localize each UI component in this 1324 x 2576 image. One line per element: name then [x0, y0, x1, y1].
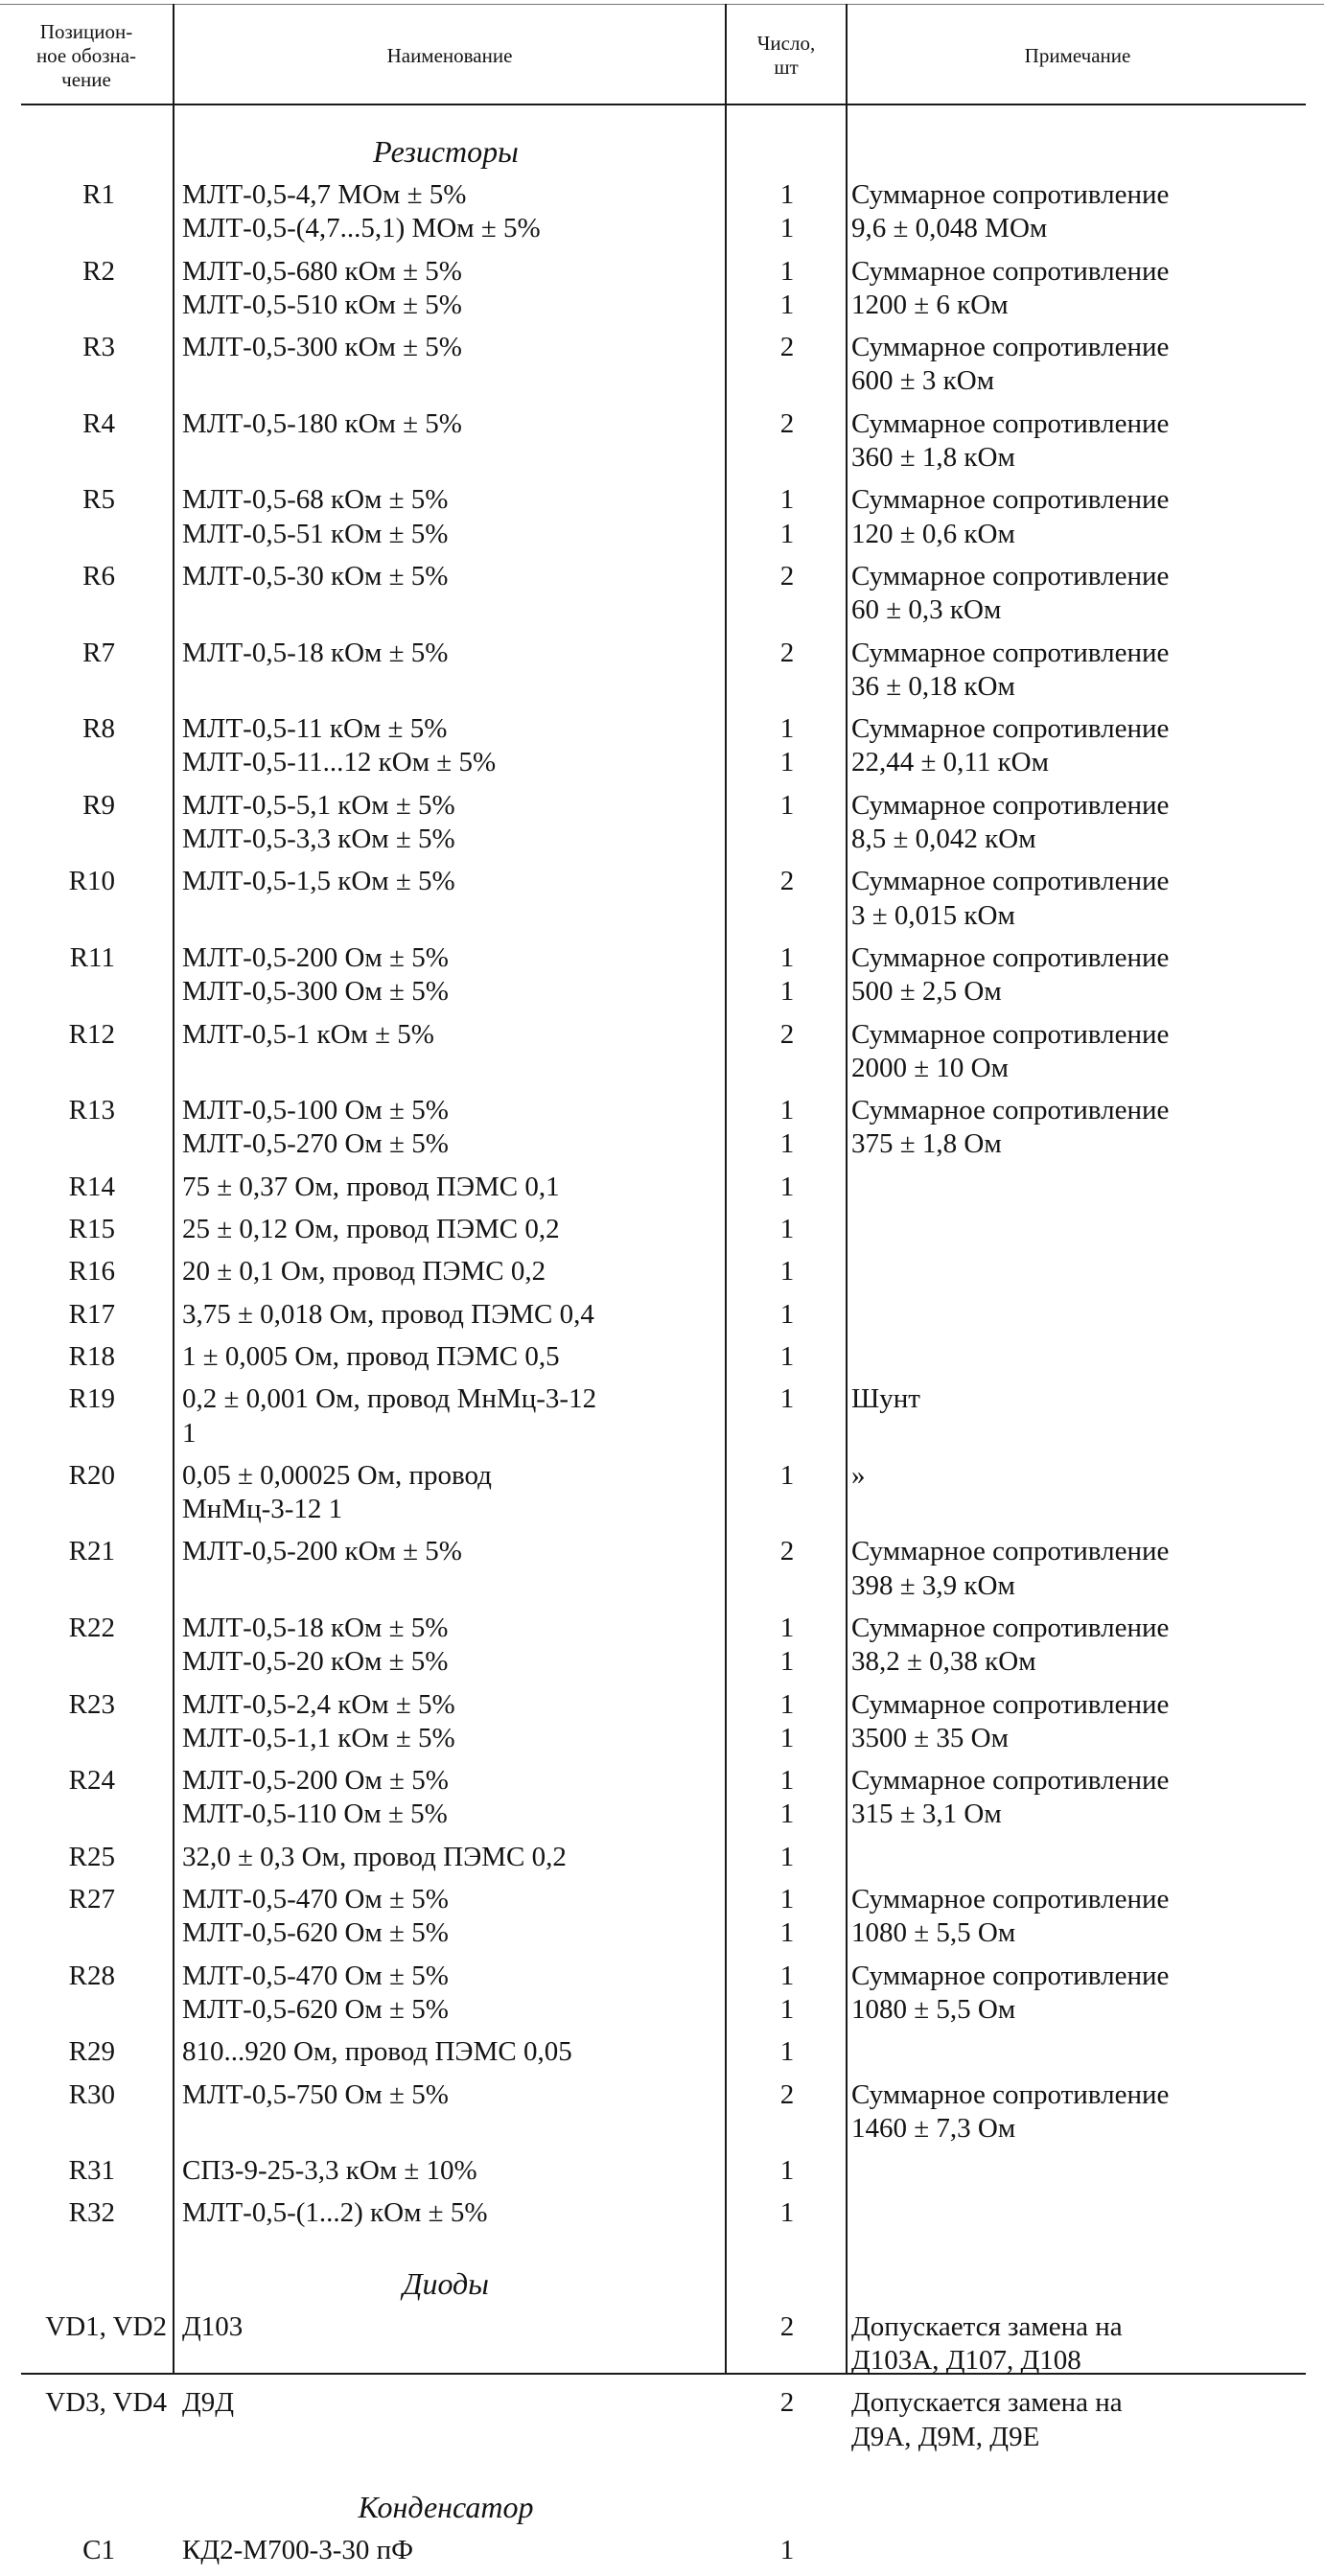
position-designation-cell: R4 [82, 407, 115, 439]
name-cell: 810...920 Ом, провод ПЭМС 0,05 [182, 2036, 572, 2068]
note-cell: Суммарное сопротивление 398 ± 3,9 кОм [851, 1536, 1170, 1601]
note-cell: Суммарное сопротивление 120 ± 0,6 кОм [851, 484, 1170, 549]
table-row [0, 2310, 1324, 2387]
quantity-cell: 1 [779, 1841, 795, 1872]
note-cell: » [851, 1459, 866, 1491]
name-cell: МЛТ-0,5-750 Ом ± 5% [182, 2078, 449, 2110]
quantity-cell: 1 [779, 1383, 795, 1415]
name-cell: 25 ± 0,12 Ом, провод ПЭМС 0,2 [182, 1214, 560, 1245]
name-cell: МЛТ-0,5-11 кОм ± 5% МЛТ-0,5-11...12 кОм ± 5% [182, 713, 497, 778]
table-row [0, 1340, 1324, 1382]
quantity-cell: 1 1 [779, 1095, 795, 1160]
name-cell: 0,05 ± 0,00025 Ом, провод МнМц-3-12 1 [182, 1459, 492, 1525]
quantity-cell: 2 [779, 1018, 795, 1050]
note-cell: Суммарное сопротивление 3500 ± 35 Ом [851, 1688, 1170, 1753]
quantity-cell: 1 1 [779, 713, 795, 778]
name-cell: МЛТ-0,5-18 кОм ± 5% МЛТ-0,5-20 кОм ± 5% [182, 1612, 449, 1678]
section-heading-row [0, 2463, 1324, 2534]
note-cell: Суммарное сопротивление 315 ± 3,1 Ом [851, 1765, 1170, 1830]
note-cell: Суммарное сопротивление 9,6 ± 0,048 МОм [851, 179, 1170, 244]
table-row [0, 2035, 1324, 2077]
quantity-cell: 2 [779, 332, 795, 363]
header-note: Примечание [1024, 43, 1131, 67]
quantity-cell: 1 [779, 1459, 795, 1491]
table-row [0, 331, 1324, 407]
name-cell: МЛТ-0,5-300 кОм ± 5% [182, 332, 462, 363]
position-designation-cell: R23 [68, 1688, 115, 1720]
quantity-cell: 2 [779, 1536, 795, 1567]
quantity-cell: 1 [779, 2534, 795, 2565]
note-cell: Суммарное сопротивление 500 ± 2,5 Ом [851, 941, 1170, 1008]
table-row [0, 1883, 1324, 1960]
name-cell: 3,75 ± 0,018 Ом, провод ПЭМС 0,4 [182, 1298, 594, 1330]
header-top-rule [0, 4, 1324, 5]
note-cell: Суммарное сопротивление 8,5 ± 0,042 кОм [851, 789, 1170, 855]
quantity-cell: 1 [779, 2036, 795, 2068]
name-cell: МЛТ-0,5-30 кОм ± 5% [182, 560, 449, 592]
quantity-cell: 1 1 [779, 1688, 795, 1753]
note-cell: Суммарное сопротивление 38,2 ± 0,38 кОм [851, 1612, 1170, 1678]
name-cell: МЛТ-0,5-200 Ом ± 5% МЛТ-0,5-300 Ом ± 5% [182, 941, 449, 1008]
quantity-cell: 1 [779, 2197, 795, 2229]
table-body [0, 107, 1324, 2576]
position-designation-cell: R1 [82, 179, 115, 210]
quantity-cell: 1 1 [779, 255, 795, 320]
table-row [0, 483, 1324, 560]
table-row [0, 560, 1324, 637]
name-cell: МЛТ-0,5-18 кОм ± 5% [182, 637, 449, 668]
position-designation-cell: R27 [68, 1884, 115, 1915]
name-cell: МЛТ-0,5-200 Ом ± 5% МЛТ-0,5-110 Ом ± 5% [182, 1765, 449, 1830]
position-designation-cell: R13 [68, 1095, 115, 1126]
table-row [0, 1960, 1324, 2036]
position-designation-cell: R15 [68, 1214, 115, 1245]
note-cell: Суммарное сопротивление 22,44 ± 0,11 кОм [851, 713, 1170, 778]
table-row [0, 712, 1324, 789]
section-title: Конденсатор [358, 2489, 534, 2524]
position-designation-cell: R6 [82, 560, 115, 592]
table-row [0, 1171, 1324, 1213]
note-cell: Шунт [851, 1383, 920, 1415]
table-row [0, 178, 1324, 255]
quantity-cell: 1 [779, 1214, 795, 1245]
note-cell: Суммарное сопротивление 1080 ± 5,5 Ом [851, 1884, 1170, 1949]
table-row [0, 1094, 1324, 1171]
table-row [0, 1382, 1324, 1459]
note-cell: Суммарное сопротивление 1200 ± 6 кОм [851, 255, 1170, 320]
name-cell: МЛТ-0,5-2,4 кОм ± 5% МЛТ-0,5-1,1 кОм ± 5% [182, 1688, 455, 1753]
quantity-cell: 1 [779, 1340, 795, 1372]
name-cell: 20 ± 0,1 Ом, провод ПЭМС 0,2 [182, 1256, 546, 1288]
table-row [0, 255, 1324, 332]
table-row [0, 2534, 1324, 2576]
name-cell: МЛТ-0,5-1 кОм ± 5% [182, 1018, 434, 1050]
position-designation-cell: R29 [68, 2036, 115, 2068]
table-row [0, 1688, 1324, 1765]
position-designation-cell: R7 [82, 637, 115, 668]
name-cell: МЛТ-0,5-680 кОм ± 5% МЛТ-0,5-510 кОм ± 5% [182, 255, 462, 320]
name-cell: КД2-М700-3-30 пФ [182, 2534, 414, 2565]
note-cell: Суммарное сопротивление 60 ± 0,3 кОм [851, 560, 1170, 626]
position-designation-cell: R10 [68, 866, 115, 897]
name-cell: 75 ± 0,37 Ом, провод ПЭМС 0,1 [182, 1171, 560, 1202]
table-row [0, 1298, 1324, 1340]
note-cell: Суммарное сопротивление 360 ± 1,8 кОм [851, 407, 1170, 474]
position-designation-cell: R24 [68, 1765, 115, 1797]
name-cell: 32,0 ± 0,3 Ом, провод ПЭМС 0,2 [182, 1841, 567, 1872]
quantity-cell: 2 [779, 866, 795, 897]
header-name: Наименование [386, 43, 513, 67]
name-cell: МЛТ-0,5-200 кОм ± 5% [182, 1536, 462, 1567]
position-designation-cell: R14 [68, 1171, 115, 1202]
position-designation-cell: R30 [68, 2078, 115, 2110]
note-cell: Суммарное сопротивление 1460 ± 7,3 Ом [851, 2078, 1170, 2144]
quantity-cell: 1 1 [779, 1960, 795, 2025]
position-designation-cell: R18 [68, 1340, 115, 1372]
position-designation-cell: R3 [82, 332, 115, 363]
name-cell: МЛТ-0,5-(1...2) кОм ± 5% [182, 2197, 488, 2229]
position-designation-cell: R28 [68, 1960, 115, 1991]
position-designation-cell: R19 [68, 1383, 115, 1415]
position-designation-cell: R17 [68, 1298, 115, 1330]
note-cell: Суммарное сопротивление 36 ± 0,18 кОм [851, 637, 1170, 702]
note-cell: Суммарное сопротивление 600 ± 3 кОм [851, 332, 1170, 397]
name-cell: МЛТ-0,5-5,1 кОм ± 5% МЛТ-0,5-3,3 кОм ± 5% [182, 789, 455, 855]
position-designation-cell: R21 [68, 1536, 115, 1567]
quantity-cell: 2 [779, 637, 795, 668]
position-designation-cell: R5 [82, 484, 115, 516]
name-cell: Д9Д [182, 2387, 235, 2419]
quantity-cell: 1 1 [779, 179, 795, 244]
quantity-cell: 2 [779, 407, 795, 439]
position-designation-cell: R12 [68, 1018, 115, 1050]
position-designation-cell: VD3, VD4 [45, 2387, 167, 2419]
note-cell: Суммарное сопротивление 375 ± 1,8 Ом [851, 1095, 1170, 1160]
name-cell: МЛТ-0,5-470 Ом ± 5% МЛТ-0,5-620 Ом ± 5% [182, 1884, 449, 1949]
note-cell: Суммарное сопротивление 3 ± 0,015 кОм [851, 866, 1170, 931]
note-cell: Допускается замена на Д9А, Д9М, Д9Е [851, 2387, 1123, 2452]
position-designation-cell: R20 [68, 1459, 115, 1491]
table-row [0, 637, 1324, 713]
name-cell: 1 ± 0,005 Ом, провод ПЭМС 0,5 [182, 1340, 560, 1372]
table-row [0, 941, 1324, 1018]
quantity-cell: 1 1 [779, 1612, 795, 1678]
section-heading-row [0, 107, 1324, 178]
position-designation-cell: VD1, VD2 [45, 2310, 167, 2342]
position-designation-cell: R16 [68, 1256, 115, 1288]
name-cell: МЛТ-0,5-470 Ом ± 5% МЛТ-0,5-620 Ом ± 5% [182, 1960, 449, 2025]
table-row [0, 1764, 1324, 1841]
table-row [0, 1612, 1324, 1688]
position-designation-cell: R11 [69, 941, 115, 973]
header-quantity: Число, шт [756, 32, 816, 79]
name-cell: Д103 [182, 2310, 244, 2342]
quantity-cell: 1 1 [779, 1884, 795, 1949]
quantity-cell: 1 [779, 2155, 795, 2187]
section-title: Резисторы [373, 134, 519, 169]
quantity-cell: 1 [779, 789, 795, 821]
name-cell: МЛТ-0,5-4,7 МОм ± 5% МЛТ-0,5-(4,7...5,1) МОм ± 5% [182, 179, 541, 244]
header-position-designation: Позицион- ное обозна- чение [35, 19, 137, 91]
table-row [0, 1213, 1324, 1255]
name-cell: МЛТ-0,5-180 кОм ± 5% [182, 407, 462, 439]
quantity-cell: 2 [779, 560, 795, 592]
name-cell: МЛТ-0,5-100 Ом ± 5% МЛТ-0,5-270 Ом ± 5% [182, 1095, 449, 1160]
quantity-cell: 1 [779, 1256, 795, 1288]
table-row [0, 1255, 1324, 1297]
position-designation-cell: R9 [82, 789, 115, 821]
table-row [0, 2196, 1324, 2239]
name-cell: МЛТ-0,5-68 кОм ± 5% МЛТ-0,5-51 кОм ± 5% [182, 484, 449, 549]
position-designation-cell: R32 [68, 2197, 115, 2229]
quantity-cell: 2 [779, 2387, 795, 2419]
table-row [0, 865, 1324, 941]
table-row [0, 1535, 1324, 1612]
position-designation-cell: R2 [82, 255, 115, 287]
section-title: Диоды [403, 2265, 489, 2301]
position-designation-cell: R8 [82, 713, 115, 745]
quantity-cell: 1 [779, 1171, 795, 1202]
quantity-cell: 1 1 [779, 484, 795, 549]
table-row [0, 2386, 1324, 2463]
name-cell: 0,2 ± 0,001 Ом, провод МнМц-3-12 1 [182, 1383, 597, 1449]
table-row [0, 1459, 1324, 1536]
position-designation-cell: R31 [68, 2155, 115, 2187]
table-row [0, 2154, 1324, 2196]
table-row [0, 407, 1324, 484]
quantity-cell: 1 [779, 1298, 795, 1330]
section-heading-row [0, 2239, 1324, 2310]
note-cell: Допускается замена на Д103А, Д107, Д108 [851, 2310, 1123, 2377]
position-designation-cell: R25 [68, 1841, 115, 1872]
note-cell: Суммарное сопротивление 2000 ± 10 Ом [851, 1018, 1170, 1083]
quantity-cell: 2 [779, 2310, 795, 2342]
name-cell: МЛТ-0,5-1,5 кОм ± 5% [182, 866, 455, 897]
name-cell: СП3-9-25-3,3 кОм ± 10% [182, 2155, 477, 2187]
header-bottom-rule [21, 104, 1306, 105]
note-cell: Суммарное сопротивление 1080 ± 5,5 Ом [851, 1960, 1170, 2025]
table-row [0, 2078, 1324, 2155]
position-designation-cell: R22 [68, 1612, 115, 1643]
quantity-cell: 1 1 [779, 1765, 795, 1830]
quantity-cell: 1 1 [779, 941, 795, 1008]
table-row [0, 1841, 1324, 1883]
position-designation-cell: С1 [82, 2534, 115, 2565]
table-row [0, 1018, 1324, 1095]
quantity-cell: 2 [779, 2078, 795, 2110]
table-row [0, 789, 1324, 866]
